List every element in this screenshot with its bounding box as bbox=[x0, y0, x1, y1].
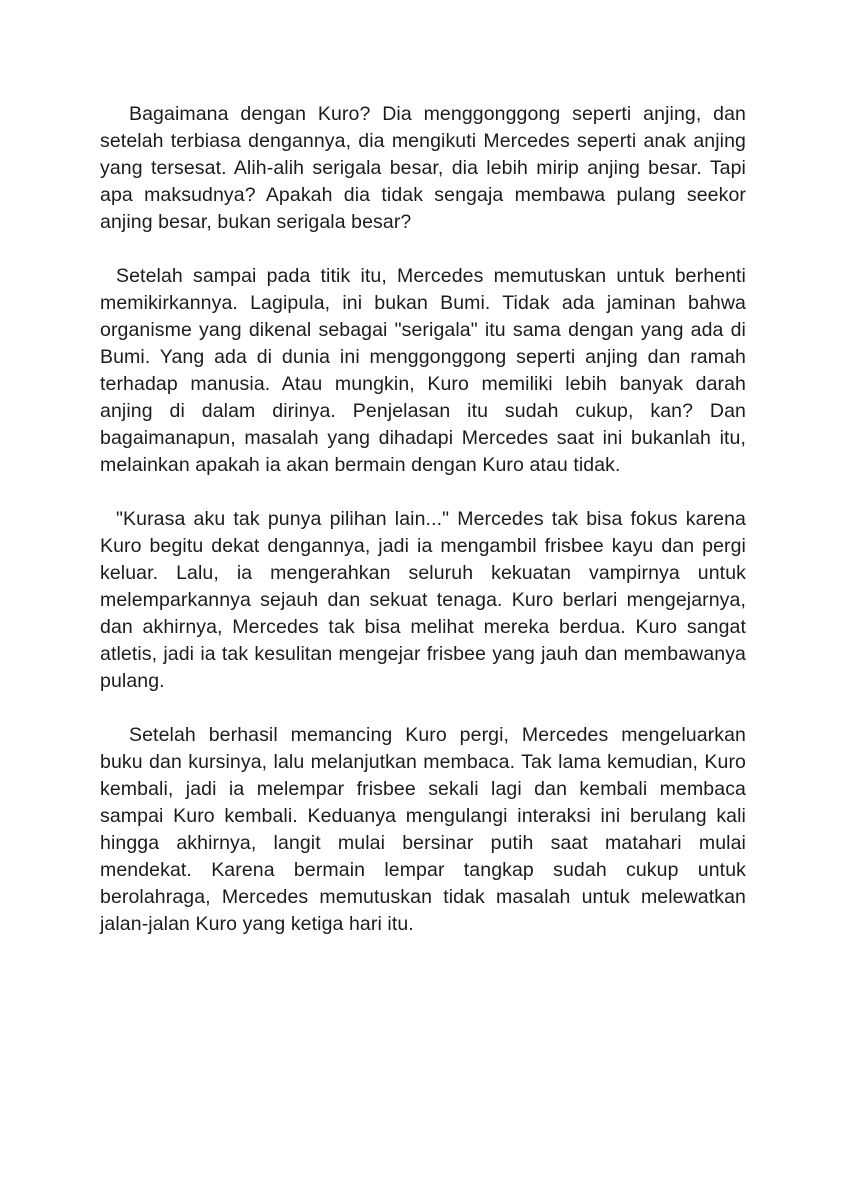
paragraph-1: Bagaimana dengan Kuro? Dia menggonggong seperti anjing, dan setelah terbiasa dengannya, dia mengikuti Mercedes seperti anak anjing yang tersesat. Alih-alih serigala besar, dia lebih mirip anjing besar. Tapi apa maksudnya? Apakah dia tidak sengaja membawa pulang seekor anjing besar, bukan serigala besar? bbox=[100, 103, 746, 233]
paragraph-3: "Kurasa aku tak punya pilihan lain..." Mercedes tak bisa fokus karena Kuro begitu dekat dengannya, jadi ia mengambil frisbee kayu dan pergi keluar. Lalu, ia mengerahkan seluruh kekuatan vampirnya untuk melemparkannya sejauh dan sekuat tenaga. Kuro berlari mengejarnya, dan akhirnya, Mercedes tak bisa melihat mereka berdua. Kuro sangat atletis, jadi ia tak kesulitan mengejar frisbee yang jauh dan membawanya pulang. bbox=[100, 508, 746, 692]
paragraph-2: Setelah sampai pada titik itu, Mercedes memutuskan untuk berhenti memikirkannya. Lagipula, ini bukan Bumi. Tidak ada jaminan bahwa organisme yang dikenal sebagai "serigala" itu sama dengan yang ada di Bumi. Yang ada di dunia ini menggonggong seperti anjing dan ramah terhadap manusia. Atau mungkin, Kuro memiliki lebih banyak darah anjing di dalam dirinya. Penjelasan itu sudah cukup, kan? Dan bagaimanapun, masalah yang dihadapi Mercedes saat ini bukanlah itu, melainkan apakah ia akan bermain dengan Kuro atau tidak. bbox=[100, 265, 746, 476]
paragraph-4: Setelah berhasil memancing Kuro pergi, Mercedes mengeluarkan buku dan kursinya, lalu melanjutkan membaca. Tak lama kemudian, Kuro kembali, jadi ia melempar frisbee sekali lagi dan kembali membaca sampai Kuro kembali. Keduanya mengulangi interaksi ini berulang kali hingga akhirnya, langit mulai bersinar putih saat matahari mulai mendekat. Karena bermain lempar tangkap sudah cukup untuk berolahraga, Mercedes memutuskan tidak masalah untuk melewatkan jalan-jalan Kuro yang ketiga hari itu. bbox=[100, 724, 746, 935]
